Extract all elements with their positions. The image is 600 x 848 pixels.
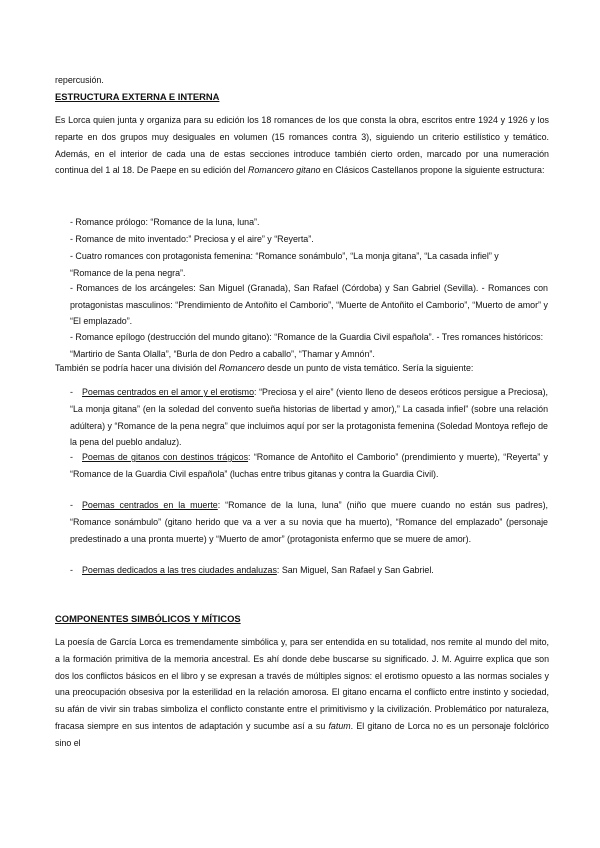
- thematic-intro-text: También se podría hacer una división del: [55, 363, 219, 373]
- structure-item: - Romance de mito inventado:” Preciosa y el aire” y “Reyerta”.: [70, 233, 314, 244]
- thematic-item-text: : San Miguel, San Rafael y San Gabriel.: [276, 565, 434, 575]
- thematic-item: [70, 449, 548, 483]
- thematic-item: [70, 384, 548, 451]
- list-dash: -: [70, 565, 73, 575]
- list-dash: -: [70, 452, 73, 462]
- fatum-italic: fatum: [328, 720, 351, 731]
- intro-fragment: repercusión.: [55, 75, 104, 85]
- section-heading-symbolic: COMPONENTES SIMBÓLICOS Y MÍTICOS: [55, 613, 241, 624]
- thematic-item-label: Poemas dedicados a las tres ciudades andaluzas: [82, 565, 277, 575]
- list-dash: -: [70, 387, 73, 397]
- thematic-item-text: : “Romance de la luna, luna” (niño que muere cuando no están sus padres), “Romance sonámbulo” (gitano herido que va a ver a su novia que ha muerto), “Romance del emplazado” (personaje predestinado a una pronta muerte) y “Muerto de amor” (protagonista enfermo que se muere de amor).: [70, 500, 548, 544]
- romancero-italic: Romancero: [218, 363, 265, 373]
- structure-item: - Cuatro romances con protagonista femenina: “Romance sonámbulo”, “La monja gitana”, “La casada infiel” y “Romance de la pena negra”.: [70, 250, 499, 278]
- thematic-item-label: Poemas centrados en el amor y el erotismo: [82, 387, 255, 397]
- structure-paragraph: [55, 112, 549, 179]
- thematic-intro-text-end: desde un punto de vista temático. Sería la siguiente:: [264, 363, 474, 373]
- symbolic-paragraph: [55, 634, 549, 752]
- symbolic-paragraph-text: La poesía de García Lorca es tremendamente simbólica y, para ser entendida en su totalidad, nos remite al mundo del mito, a la formación primitiva de la memoria ancestral. Es ahí donde debe buscarse su significado. J. M. Aguirre explica que son dos los conflictos básicos en el libro y se expresan a través de múltiples signos: el erotismo opuesto a las normas sociales y una preocupación obsesiva por la esterilidad en la relación amorosa. El gitano encarna el conflicto entre instinto y sociedad, su afán de vivir sin trabas simboliza el conflicto constante entre el primitivismo y la civilización. Problemático por naturaleza, fracasa siempre en sus intentos de adaptación y sucumbe así a su: [55, 637, 549, 731]
- structure-item: - Romances de los arcángeles: San Miguel (Granada), San Rafael (Córdoba) y San Gabriel (Sevilla). - Romances con protagonistas masculinos: “Prendimiento de Antoñito el Camborio”, “Muerte de Antoñito el Camborio”, “Muerto de amor” y “El emplazado”.: [70, 282, 548, 327]
- thematic-item-label: Poemas de gitanos con destinos trágicos: [82, 452, 249, 462]
- structure-paragraph-text-end: en Clásicos Castellanos propone la siguiente estructura:: [320, 165, 545, 176]
- section-heading-structure: ESTRUCTURA EXTERNA E INTERNA: [55, 91, 220, 102]
- structure-item: - Romance prólogo: “Romance de la luna, luna”.: [70, 216, 260, 227]
- thematic-item-text: : “Romance de Antoñito el Camborio” (prendimiento y muerte), “Reyerta” y “Romance de la Guardia Civil española” (luchas entre tribus gitanas y contra la Guardia Civil).: [70, 452, 548, 479]
- thematic-item-label: Poemas centrados en la muerte: [82, 500, 218, 510]
- work-title-italic: Romancero gitano: [247, 165, 321, 176]
- structure-item: - Romance epílogo (destrucción del mundo gitano): “Romance de la Guardia Civil española”. - Tres romances históricos: “Martirio de Santa Olalla”, “Burla de don Pedro a caballo”, “Thamar y Amnón”.: [70, 331, 544, 359]
- thematic-item-text: : “Preciosa y el aire” (viento lleno de deseos eróticos persigue a Preciosa), “La monja gitana” (en la soledad del convento sueña historias de libertad y amor),” La casada infiel” (sobre una relación adúltera) y “Romance de la pena negra” que incluimos aquí por ser la protagonista femenina (Soledad Montoya reflejo de la pena del pueblo andaluz).: [70, 387, 548, 448]
- thematic-item: [70, 562, 548, 579]
- structure-paragraph-text: Es Lorca quien junta y organiza para su edición los 18 romances de los que consta la obra, escritos entre 1924 y 1926 y los reparte en dos grupos muy desiguales en volumen (15 romances contra 3), siguiendo un criterio estilístico y temático. Además, en el interior de cada una de estas secciones introduce también cierto orden, marcado por una numeración continua del 1 al 18. De Paepe en su edición del: [55, 115, 549, 176]
- thematic-item: [70, 497, 548, 547]
- symbolic-paragraph-text-end: . El gitano de Lorca no es un personaje folclórico sino el: [55, 720, 549, 748]
- thematic-intro: [55, 360, 549, 377]
- list-dash: -: [70, 500, 73, 510]
